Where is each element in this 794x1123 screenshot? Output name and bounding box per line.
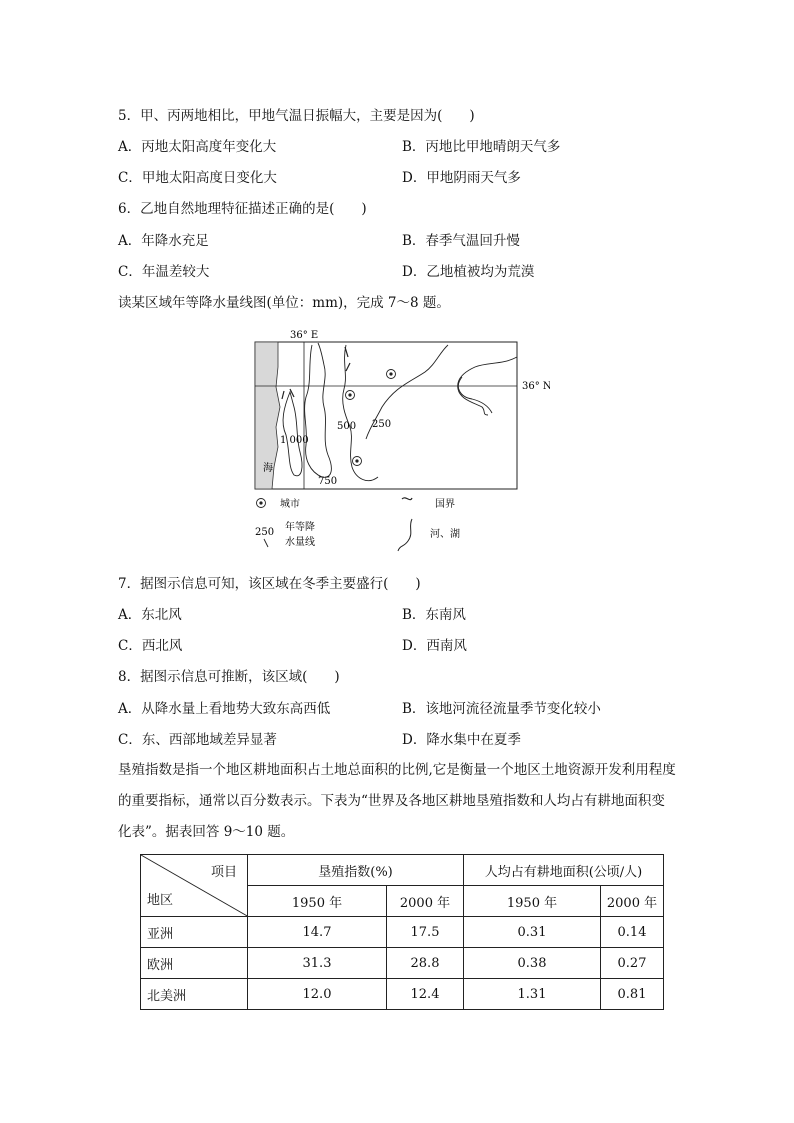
data-table: [140, 854, 664, 1010]
corner-top-label: 项目: [210, 865, 237, 880]
table-row: [141, 979, 664, 1010]
value-cell: 1.31: [464, 979, 601, 1010]
header-year-1: 1950 年: [248, 886, 387, 917]
legend-city-icon: [257, 499, 266, 508]
q8-option-b: B．该地河流径流量季节变化较小: [402, 701, 601, 717]
q7-option-d: D．西南风: [402, 638, 467, 654]
q5-option-d: D．甲地阴雨天气多: [402, 170, 521, 186]
legend-city-label: 城市: [280, 499, 300, 510]
q5-option-a: A．丙地太阳高度年变化大: [118, 139, 277, 155]
legend-border-label: 国界: [435, 499, 455, 510]
iso-750-label: 750: [318, 476, 338, 487]
q6-option-c: C．年温差较大: [118, 264, 210, 280]
region-cell: 欧洲: [141, 948, 248, 979]
value-cell: 12.4: [387, 979, 464, 1010]
table-row: [141, 948, 664, 979]
value-cell: 28.8: [387, 948, 464, 979]
q5-option-b: B．丙地比甲地晴朗天气多: [402, 139, 561, 155]
q8-stem: 8．据图示信息可推断，该区域( ): [118, 669, 340, 685]
q8-option-d: D．降水集中在夏季: [402, 732, 521, 748]
precipitation-map: [250, 327, 550, 552]
value-cell: 0.14: [601, 917, 664, 948]
legend-iso-text2: 水量线: [285, 537, 315, 548]
legend-iso-value: 250: [255, 527, 275, 538]
value-cell: 12.0: [248, 979, 387, 1010]
corner-bottom-label: 地区: [147, 893, 174, 908]
legend-river-label: 河、湖: [430, 529, 460, 540]
legend-border-icon: [402, 498, 412, 500]
header-year-3: 1950 年: [464, 886, 601, 917]
value-cell: 0.81: [601, 979, 664, 1010]
q7-option-c: C．西北风: [118, 638, 183, 654]
lat-label: 36° N: [522, 381, 550, 392]
iso-1000-label: 1 000: [280, 435, 309, 446]
q7-stem: 7．据图示信息可知，该区域在冬季主要盛行( ): [118, 576, 421, 592]
q5-option-c: C．甲地太阳高度日变化大: [118, 170, 277, 186]
legend-river-icon: [398, 519, 412, 551]
value-cell: 0.38: [464, 948, 601, 979]
q6-option-a: A．年降水充足: [118, 233, 209, 249]
value-cell: 17.5: [387, 917, 464, 948]
legend-iso-icon: [264, 539, 268, 547]
lon-label: 36° E: [290, 330, 319, 341]
region-cell: 亚洲: [141, 917, 248, 948]
map-frame: [255, 342, 517, 489]
q6-option-d: D．乙地植被均为荒漠: [402, 264, 535, 280]
header-group-1: 垦殖指数(%): [248, 855, 464, 886]
sea-label: 海: [263, 463, 273, 474]
header-year-2: 2000 年: [387, 886, 464, 917]
value-cell: 0.27: [601, 948, 664, 979]
legend-iso-text1: 年等降: [285, 522, 315, 533]
q6-stem: 6．乙地自然地理特征描述正确的是( ): [118, 201, 367, 217]
header-year-4: 2000 年: [601, 886, 664, 917]
value-cell: 14.7: [248, 917, 387, 948]
q8-option-a: A．从降水量上看地势大致东高西低: [118, 701, 331, 717]
value-cell: 31.3: [248, 948, 387, 979]
table-corner-cell: [141, 855, 248, 917]
table-intro: 垦殖指数是指一个地区耕地面积占土地总面积的比例,它是衡量一个地区土地资源开发利用程度的重要指标，通常以百分数表示。下表为“世界及各地区耕地垦殖指数和人均占有耕地面积变化表”。据表回答 9～10 题。: [118, 762, 676, 840]
iso-250-label: 250: [372, 419, 392, 430]
iso-500-label: 500: [337, 421, 357, 432]
value-cell: 0.31: [464, 917, 601, 948]
map-intro: 读某区域年等降水量线图(单位：mm)，完成 7～8 题。: [118, 295, 450, 311]
q5-stem: 5．甲、丙两地相比，甲地气温日振幅大，主要是因为( ): [118, 108, 475, 124]
q6-option-b: B．春季气温回升慢: [402, 233, 520, 249]
q7-option-b: B．东南风: [402, 607, 466, 623]
header-group-2: 人均占有耕地面积(公顷/人): [464, 855, 664, 886]
region-cell: 北美洲: [141, 979, 248, 1010]
table-row: [141, 917, 664, 948]
q8-option-c: C．东、西部地域差异显著: [118, 732, 277, 748]
q7-option-a: A．东北风: [118, 607, 182, 623]
